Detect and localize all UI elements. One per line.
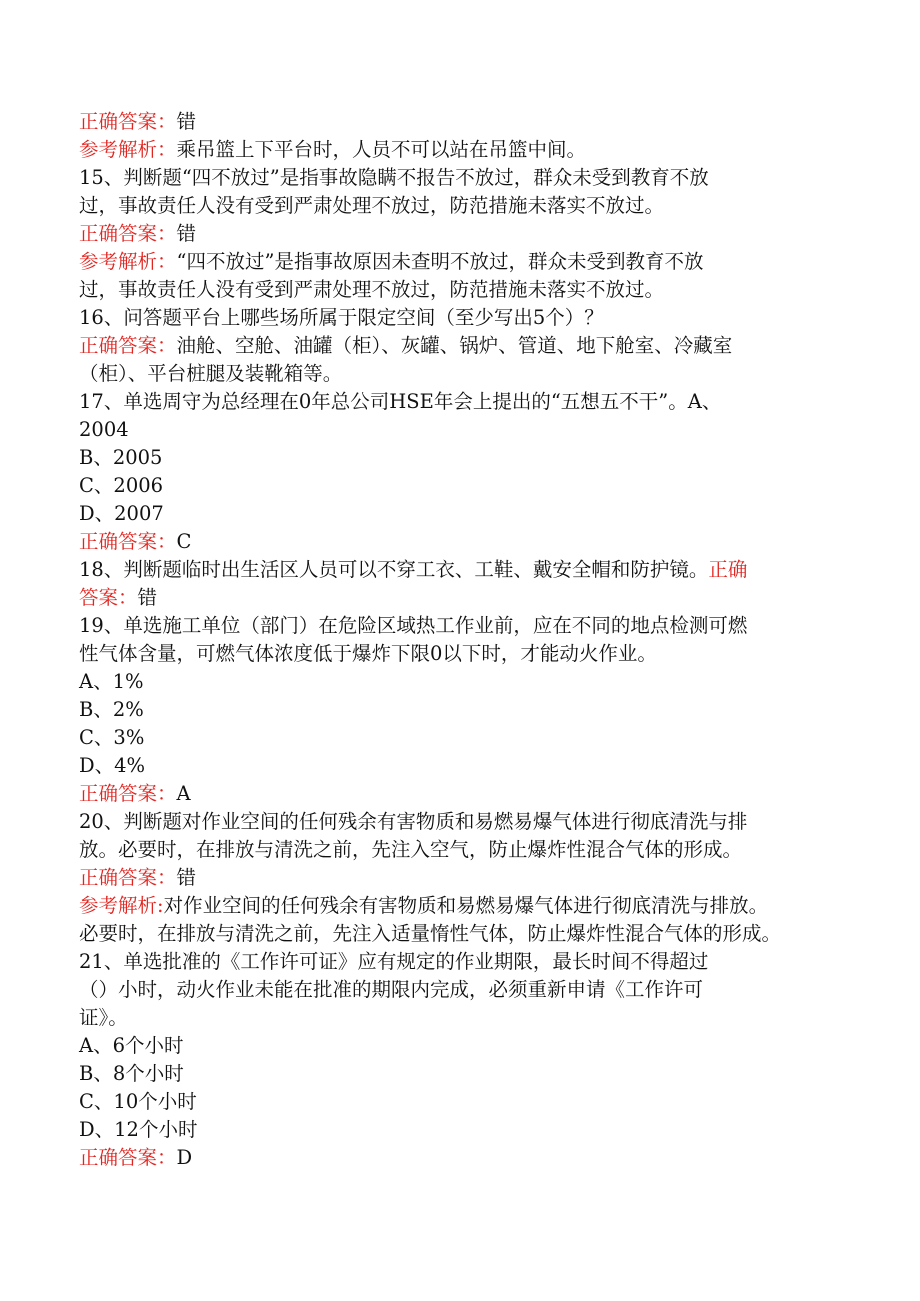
answer-text: 油舱、空舱、油罐（柜）、灰罐、锅炉、管道、地下舱室、冷藏室 [176,334,733,357]
answer-line [79,528,844,556]
question-21-line-1 [79,948,844,976]
question-text: 性气体含量，可燃气体浓度低于爆炸下限0以下时，才能动火作业。 [79,642,657,665]
question-text: 15、判断题“四不放过”是指事故隐瞒不报告不放过，群众未受到教育不放 [79,166,709,189]
answer-label: 正确答案： [79,530,177,553]
answer-line [79,1144,844,1172]
option-text: B、2005 [79,446,163,469]
question-19-line-2 [79,640,844,668]
option-line [79,416,844,444]
option-text: D、4% [79,754,146,777]
option-line [79,1116,844,1144]
answer-line [79,864,844,892]
answer-label: 正确答案： [79,222,177,245]
option-text: A、1% [79,670,144,693]
explanation-line [79,136,844,164]
document-page [79,108,844,1172]
question-17-line [79,388,844,416]
explanation-text: 过，事故责任人没有受到严肃处理不放过，防范措施未落实不放过。 [79,278,665,301]
option-text: C、2006 [79,474,164,497]
option-line [79,752,844,780]
answer-label: 正确答案： [79,1146,177,1169]
question-18-line [79,556,844,584]
question-text: 20、判断题对作业空间的任何残余有害物质和易燃易爆气体进行彻底清洗与排 [79,810,748,833]
answer-text: D [176,1146,193,1169]
explanation-text: 对作业空间的任何残余有害物质和易燃易爆气体进行彻底清洗与排放。 [163,894,769,917]
option-text: C、10个小时 [79,1090,197,1113]
option-text: B、2% [79,698,144,721]
question-21-line-3 [79,1004,844,1032]
option-text: D、12个小时 [79,1118,198,1141]
option-line [79,444,844,472]
answer-text: （柜）、平台桩腿及装靴箱等。 [79,362,343,385]
option-text: D、2007 [79,502,164,525]
question-20-line-1 [79,808,844,836]
answer-label: 答案： [79,586,138,609]
option-text: B、8个小时 [79,1062,184,1085]
answer-label: 正确答案： [79,782,177,805]
question-text: 18、判断题临时出生活区人员可以不穿工衣、工鞋、戴安全帽和防护镜。 [79,558,709,581]
explanation-text: “四不放过”是指事故原因未查明不放过，群众未受到教育不放 [176,250,704,273]
answer-text: A [176,782,191,805]
option-text: 2004 [79,418,129,441]
question-15-line-2 [79,192,844,220]
question-text: 17、单选周守为总经理在0年总公司HSE年会上提出的“五想五不干”。A、 [79,390,722,413]
answer-line [79,332,844,360]
explanation-label: 参考解析： [79,250,177,273]
answer-label: 正确答案： [79,110,177,133]
question-text: 16、问答题平台上哪些场所属于限定空间（至少写出5个）？ [79,306,604,329]
answer-text: 错 [176,222,197,245]
answer-label: 正确答案： [79,866,177,889]
option-line [79,668,844,696]
explanation-label: 参考解析: [79,894,164,917]
explanation-text: 乘吊篮上下平台时，人员不可以站在吊篮中间。 [176,138,587,161]
answer-label: 正确答案： [79,334,177,357]
question-text: 过，事故责任人没有受到严肃处理不放过，防范措施未落实不放过。 [79,194,665,217]
question-19-line-1 [79,612,844,640]
answer-text: C [176,530,192,553]
answer-line [79,584,844,612]
answer-continuation [79,360,844,388]
explanation-label: 参考解析： [79,138,177,161]
option-line [79,1060,844,1088]
answer-label-start: 正确 [708,558,748,581]
answer-line [79,220,844,248]
question-20-line-2 [79,836,844,864]
answer-line [79,108,844,136]
option-line [79,472,844,500]
answer-text: 错 [176,110,197,133]
question-text: 19、单选施工单位（部门）在危险区域热工作业前，应在不同的地点检测可燃 [79,614,748,637]
answer-line [79,780,844,808]
question-16-line [79,304,844,332]
question-21-line-2 [79,976,844,1004]
answer-text: 错 [176,866,197,889]
question-text: 放。必要时，在排放与清洗之前，先注入空气，防止爆炸性混合气体的形成。 [79,838,743,861]
option-line [79,696,844,724]
option-text: A、6个小时 [79,1034,184,1057]
question-text: 证》。 [79,1006,128,1029]
explanation-line [79,248,844,276]
option-line [79,1088,844,1116]
explanation-line [79,892,844,920]
answer-text: 错 [137,586,158,609]
option-text: C、3% [79,726,145,749]
explanation-text: 必要时，在排放与清洗之前，先注入适量惰性气体，防止爆炸性混合气体的形成。 [79,922,782,945]
question-15-line-1 [79,164,844,192]
option-line [79,724,844,752]
question-text: 21、单选批准的《工作许可证》应有规定的作业期限，最长时间不得超过 [79,950,709,973]
option-line [79,1032,844,1060]
question-text: （）小时，动火作业未能在批准的期限内完成，必须重新申请《工作许可 [79,978,704,1001]
explanation-continuation [79,276,844,304]
explanation-continuation [79,920,844,948]
option-line [79,500,844,528]
